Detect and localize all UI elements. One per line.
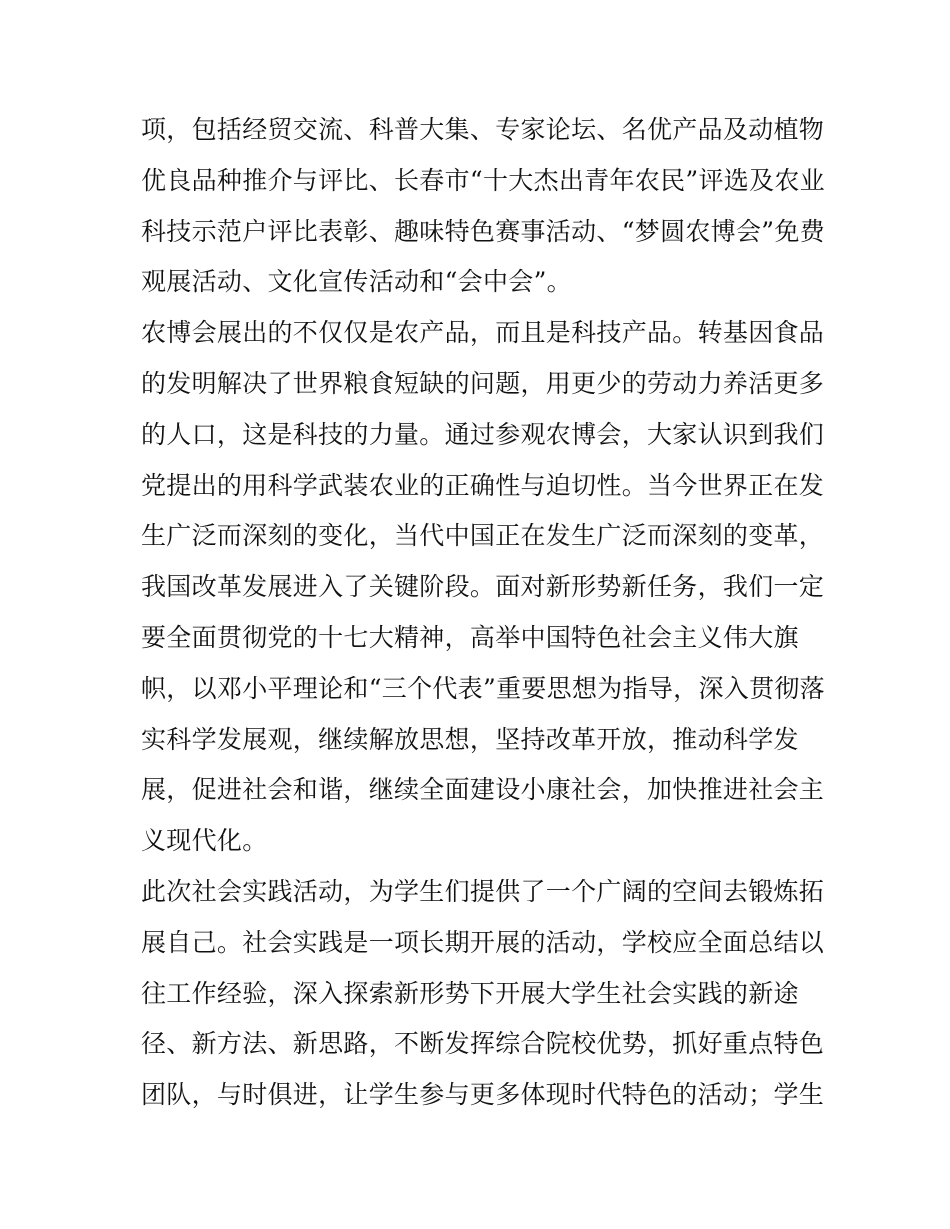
text-line: 生广泛而深刻的变化，当代中国正在发生广泛而深刻的变革， xyxy=(141,521,825,551)
text-line: 科技示范户评比表彰、趣味特色赛事活动、“梦圆农博会”免费 xyxy=(141,216,825,246)
text-line: 团队，与时俱进，让学生参与更多体现时代特色的活动；学生 xyxy=(141,1080,825,1110)
text-line: 径、新方法、新思路，不断发挥综合院校优势，抓好重点特色 xyxy=(141,1029,825,1059)
text-line: 展，促进社会和谐，继续全面建设小康社会，加快推进社会主 xyxy=(141,775,825,805)
text-line: 优良品种推介与评比、长春市“十大杰出青年农民”评选及农业 xyxy=(141,165,825,195)
body-text xyxy=(141,108,825,1124)
text-line: 展自己。社会实践是一项长期开展的活动，学校应全面总结以 xyxy=(141,927,825,957)
text-line: 党提出的用科学武装农业的正确性与迫切性。当今世界正在发 xyxy=(141,470,825,500)
text-line: 农博会展出的不仅仅是农产品，而且是科技产品。转基因食品 xyxy=(141,318,825,348)
text-line: 实科学发展观，继续解放思想，坚持改革开放，推动科学发 xyxy=(141,724,799,754)
text-line: 我国改革发展进入了关键阶段。面对新形势新任务，我们一定 xyxy=(141,572,825,602)
text-line: 要全面贯彻党的十七大精神，高举中国特色社会主义伟大旗 xyxy=(141,622,799,652)
text-line: 帜，以邓小平理论和“三个代表”重要思想为指导，深入贯彻落 xyxy=(141,673,825,703)
text-line: 项，包括经贸交流、科普大集、专家论坛、名优产品及动植物 xyxy=(141,115,825,144)
text-line: 往工作经验，深入探索新形势下开展大学生社会实践的新途 xyxy=(141,978,799,1008)
text-line: 此次社会实践活动，为学生们提供了一个广阔的空间去锻炼拓 xyxy=(141,876,825,906)
text-line: 观展活动、文化宣传活动和“会中会”。 xyxy=(141,267,572,297)
text-line: 的发明解决了世界粮食短缺的问题，用更少的劳动力养活更多 xyxy=(141,368,825,398)
text-line: 的人口，这是科技的力量。通过参观农博会，大家认识到我们 xyxy=(141,419,825,449)
text-line: 义现代化。 xyxy=(141,826,268,856)
